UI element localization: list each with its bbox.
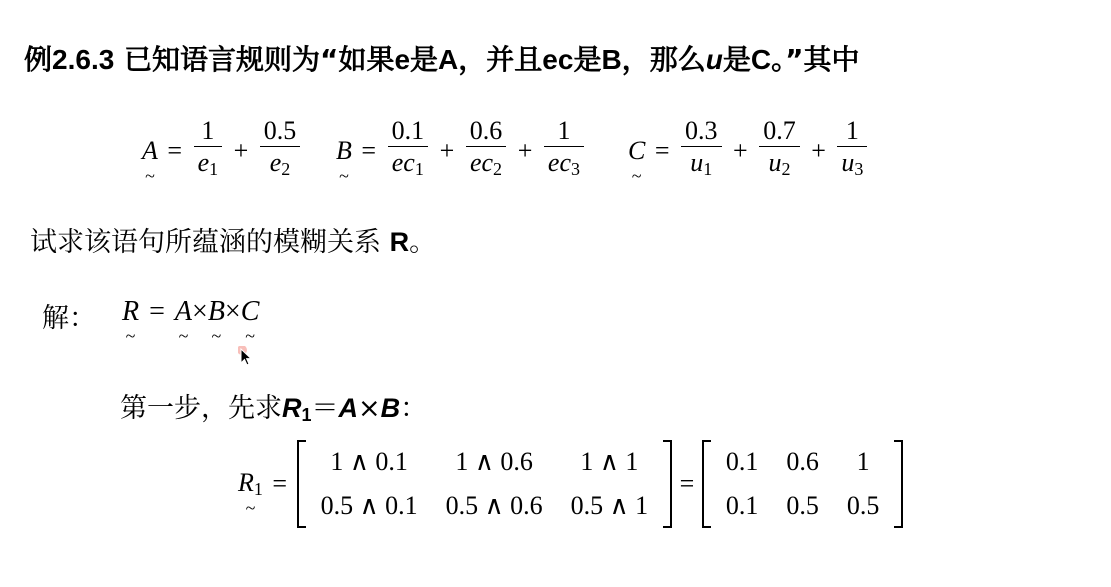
equals-sign: = [149,295,165,327]
equals-sign: = [654,135,670,165]
matrix-cell: 1 [856,447,870,476]
sol-var-R: R ~ [122,295,140,346]
set-B-term-2: $\frac{0.6}{ec_2}$ [466,116,507,185]
title-is-2: 是 [573,43,602,76]
solution-label: 解： [42,303,96,334]
sol-var-C: C ~ [240,295,260,346]
title-is-3: 是 [722,43,751,76]
title-text-1: 已知语言规则为“如果 [114,43,395,76]
title-var-e: e [394,44,411,75]
mouse-cursor-icon [238,346,254,372]
title-text-3: ，那么 [621,43,706,76]
tilde-mark: ~ [339,165,349,186]
step-colon: ： [400,393,428,424]
step-times: × [358,393,381,424]
fuzzy-set-C: C ~ = $\frac{0.3}{u_1}$ + $\frac{0.7}{u_2}$ + $\frac{1}{u_3}$ [628,116,869,185]
times-sign: × [224,295,241,327]
matrix-cell: 0.5 ∧ 0.1 [320,491,418,520]
fuzzy-set-A: A ~ = $\frac{1}{e_1}$ + $\frac{0.5}{e_2}$ [142,116,302,185]
question-text [30,220,436,259]
matrix-cell: 1 ∧ 0.1 [330,447,408,476]
title-var-ec: ec [542,44,574,75]
matrix-equation [238,440,903,528]
set-C-name: C ~ [628,135,646,186]
matrix-cell: 0.5 [786,491,819,520]
step-var-A: A [338,393,359,423]
set-B-term-1: $\frac{0.1}{ec_1}$ [388,116,429,185]
step-var-R1: $R_1$ [282,393,312,425]
matrix-cell: 0.1 [725,491,759,520]
matrix-cell: 0.6 [786,447,819,476]
step-equals: ＝ [311,393,339,424]
tilde-mark: ~ [631,165,642,186]
title-var-u: u [705,44,723,75]
matrix-cell: 0.1 [725,447,759,476]
example-prefix: 例 [24,43,53,76]
min-matrix [297,440,673,528]
title-var-A: A [438,44,459,75]
solution-formula [122,294,260,346]
set-B-name: B ~ [336,135,352,186]
title-text-4: 。”其中 [771,43,860,76]
equals-sign: = [167,135,183,165]
matrix-lhs: $R_1$ ~ [238,468,263,518]
example-title [24,40,859,80]
title-var-B: B [601,44,622,75]
set-A-term-1: $\frac{1}{e_1}$ [194,116,223,185]
matrix-cell: 0.5 ∧ 0.6 [445,491,543,520]
matrix-cell: 1 ∧ 0.6 [455,447,533,476]
equals-sign: = [272,469,288,498]
step-var-B: B [380,393,401,423]
equals-sign: = [679,469,695,498]
result-matrix [702,440,904,528]
matrix-cell: 0.5 ∧ 1 [570,491,649,520]
title-is-1: 是 [410,43,439,76]
equals-sign: = [361,135,377,165]
question-body: 试求该语句所蕴涵的模糊关系 [30,227,390,258]
tilde-mark: ~ [145,165,155,186]
question-end: 。 [409,227,437,258]
title-text-2: ，并且 [458,43,543,76]
step-one-text: 第一步，先求 [120,393,282,424]
sol-var-B: B ~ [207,295,225,346]
set-C-term-1: $\frac{0.3}{u_1}$ [681,116,722,185]
set-A-name: A ~ [142,135,158,186]
fuzzy-set-B: B ~ = $\frac{0.1}{ec_1}$ + $\frac{0.6}{ec_2}$ + $\frac{1}{ec_3}$ [336,116,586,185]
set-B-term-3: $\frac{1}{ec_3}$ [544,116,584,185]
title-var-C: C [750,44,772,75]
question-var-R: R [389,227,410,257]
set-C-term-2: $\frac{0.7}{u_2}$ [759,116,800,185]
times-sign: × [192,295,208,327]
set-C-term-3: $\frac{1}{u_3}$ [837,116,867,185]
step-one [120,386,427,426]
set-A-term-2: $\frac{0.5}{e_2}$ [260,116,301,185]
example-number: 2.6.3 [52,44,115,75]
matrix-cell: 1 ∧ 1 [580,447,639,476]
sol-var-A: A ~ [174,295,193,346]
matrix-cell: 0.5 [846,491,880,520]
